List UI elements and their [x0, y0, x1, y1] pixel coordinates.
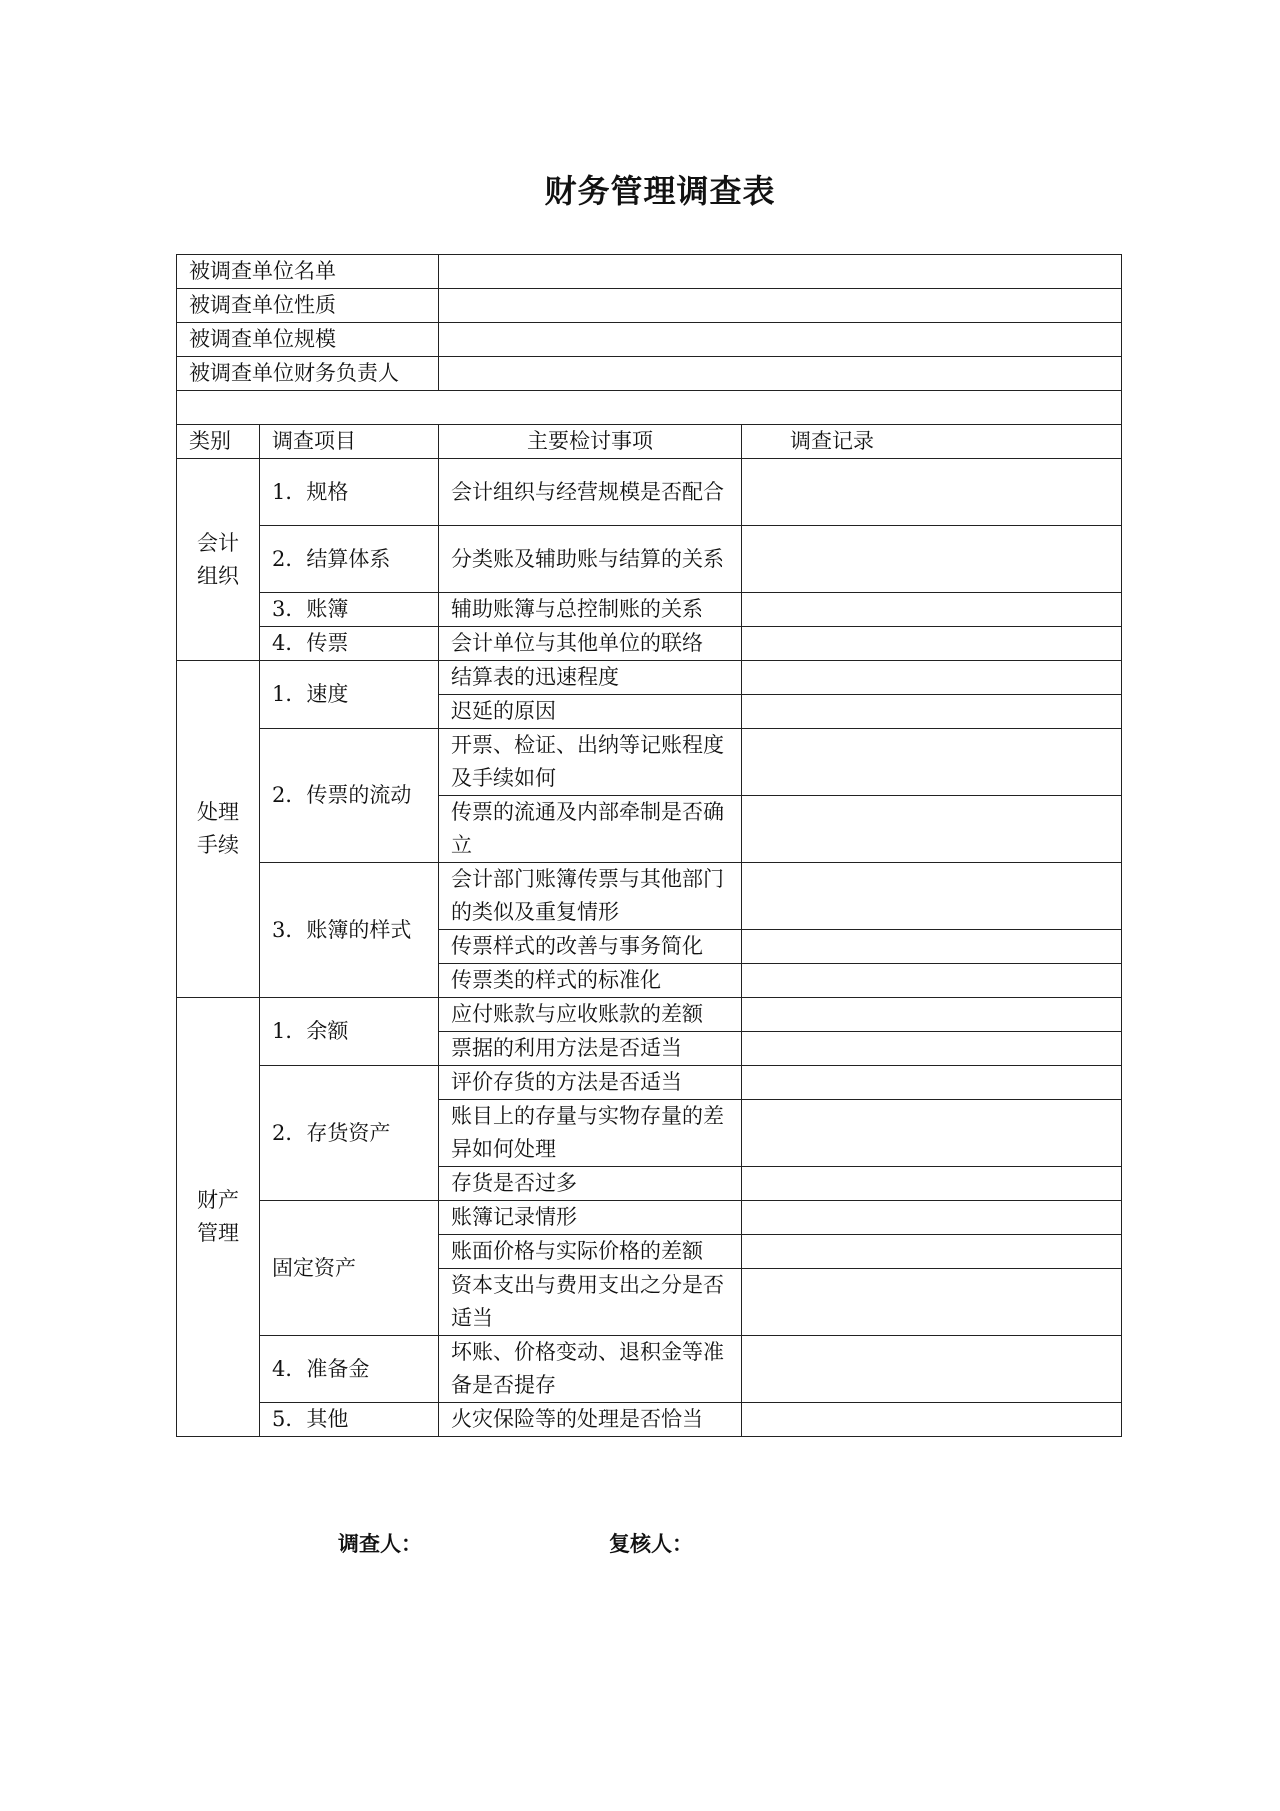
survey-item: 1．余额 [260, 998, 439, 1066]
record-cell[interactable] [742, 526, 1122, 593]
record-cell[interactable] [742, 1100, 1122, 1167]
category-procedure [177, 661, 260, 998]
survey-item: 3．账簿的样式 [260, 863, 439, 998]
matter-cell: 辅助账簿与总控制账的关系 [439, 593, 742, 627]
matter-cell: 账簿记录情形 [439, 1201, 742, 1235]
record-cell[interactable] [742, 964, 1122, 998]
matter-cell: 结算表的迅速程度 [439, 661, 742, 695]
record-cell[interactable] [742, 998, 1122, 1032]
table-row [177, 1066, 1122, 1100]
matter-cell: 账目上的存量与实物存量的差异如何处理 [439, 1100, 742, 1167]
matter-cell: 账面价格与实际价格的差额 [439, 1235, 742, 1269]
table-row [177, 627, 1122, 661]
survey-item: 3．账簿 [260, 593, 439, 627]
category-property [177, 998, 260, 1437]
record-cell[interactable] [742, 1066, 1122, 1100]
matter-cell: 开票、检证、出纳等记账程度及手续如何 [439, 729, 742, 796]
spacer-cell [177, 391, 1122, 425]
matter-cell: 会计组织与经营规模是否配合 [439, 459, 742, 526]
table-row [177, 526, 1122, 593]
unit-name-label: 被调查单位名单 [177, 255, 439, 289]
record-cell[interactable] [742, 729, 1122, 796]
surveyor-label: 调查人： [338, 1531, 422, 1556]
info-row-unit-scale [177, 323, 1122, 357]
record-cell[interactable] [742, 459, 1122, 526]
record-cell[interactable] [742, 1032, 1122, 1066]
header-item: 调查项目 [260, 425, 439, 459]
record-cell[interactable] [742, 661, 1122, 695]
matter-cell: 评价存货的方法是否适当 [439, 1066, 742, 1100]
record-cell[interactable] [742, 796, 1122, 863]
record-cell[interactable] [742, 1235, 1122, 1269]
record-cell[interactable] [742, 1403, 1122, 1437]
category-accounting [177, 459, 260, 661]
header-matter: 主要检讨事项 [439, 425, 742, 459]
survey-item: 4．准备金 [260, 1336, 439, 1403]
matter-cell: 会计部门账簿传票与其他部门的类似及重复情形 [439, 863, 742, 930]
record-cell[interactable] [742, 695, 1122, 729]
table-row [177, 998, 1122, 1032]
category-label: 组织 [197, 563, 239, 588]
matter-cell: 应付账款与应收账款的差额 [439, 998, 742, 1032]
record-cell[interactable] [742, 1336, 1122, 1403]
header-row [177, 425, 1122, 459]
table-row [177, 729, 1122, 796]
category-label: 会计 [197, 530, 239, 555]
table-row [177, 1201, 1122, 1235]
unit-scale-value[interactable] [439, 323, 1122, 357]
record-cell[interactable] [742, 1201, 1122, 1235]
survey-item: 2．结算体系 [260, 526, 439, 593]
survey-item: 1．速度 [260, 661, 439, 729]
survey-item: 5．其他 [260, 1403, 439, 1437]
category-label: 财产 [197, 1188, 239, 1212]
matter-cell: 传票的流通及内部牵制是否确立 [439, 796, 742, 863]
finance-head-value[interactable] [439, 357, 1122, 391]
record-cell[interactable] [742, 593, 1122, 627]
category-label: 管理 [197, 1221, 239, 1245]
finance-head-label: 被调查单位财务负责人 [177, 357, 439, 391]
header-record: 调查记录 [742, 425, 1122, 459]
survey-item: 2．存货资产 [260, 1066, 439, 1201]
table-row [177, 459, 1122, 526]
matter-cell: 传票样式的改善与事务简化 [439, 930, 742, 964]
matter-cell: 传票类的样式的标准化 [439, 964, 742, 998]
info-row-unit-name [177, 255, 1122, 289]
info-row-finance-head [177, 357, 1122, 391]
table-row [177, 661, 1122, 695]
matter-cell: 会计单位与其他单位的联络 [439, 627, 742, 661]
category-label: 处理 [197, 800, 239, 824]
matter-cell: 坏账、价格变动、退积金等准备是否提存 [439, 1336, 742, 1403]
table-row [177, 1403, 1122, 1437]
record-cell[interactable] [742, 930, 1122, 964]
matter-cell: 票据的利用方法是否适当 [439, 1032, 742, 1066]
matter-cell: 火灾保险等的处理是否恰当 [439, 1403, 742, 1437]
header-category: 类别 [177, 425, 260, 459]
survey-item: 固定资产 [260, 1201, 439, 1336]
table-row [177, 1336, 1122, 1403]
matter-cell: 资本支出与费用支出之分是否适当 [439, 1269, 742, 1336]
spacer-row [177, 391, 1122, 425]
table-row [177, 593, 1122, 627]
unit-name-value[interactable] [439, 255, 1122, 289]
survey-item: 4．传票 [260, 627, 439, 661]
unit-nature-label: 被调查单位性质 [177, 289, 439, 323]
record-cell[interactable] [742, 863, 1122, 930]
page-title: 财务管理调查表 [544, 172, 776, 210]
matter-cell: 迟延的原因 [439, 695, 742, 729]
unit-nature-value[interactable] [439, 289, 1122, 323]
record-cell[interactable] [742, 627, 1122, 661]
unit-scale-label: 被调查单位规模 [177, 323, 439, 357]
matter-cell: 分类账及辅助账与结算的关系 [439, 526, 742, 593]
reviewer-label: 复核人： [609, 1531, 693, 1556]
matter-cell: 存货是否过多 [439, 1167, 742, 1201]
record-cell[interactable] [742, 1269, 1122, 1336]
survey-item: 2．传票的流动 [260, 729, 439, 863]
info-row-unit-nature [177, 289, 1122, 323]
survey-table [176, 254, 1122, 1437]
survey-item: 1．规格 [260, 459, 439, 526]
record-cell[interactable] [742, 1167, 1122, 1201]
table-row [177, 863, 1122, 930]
category-label: 手续 [197, 833, 239, 857]
